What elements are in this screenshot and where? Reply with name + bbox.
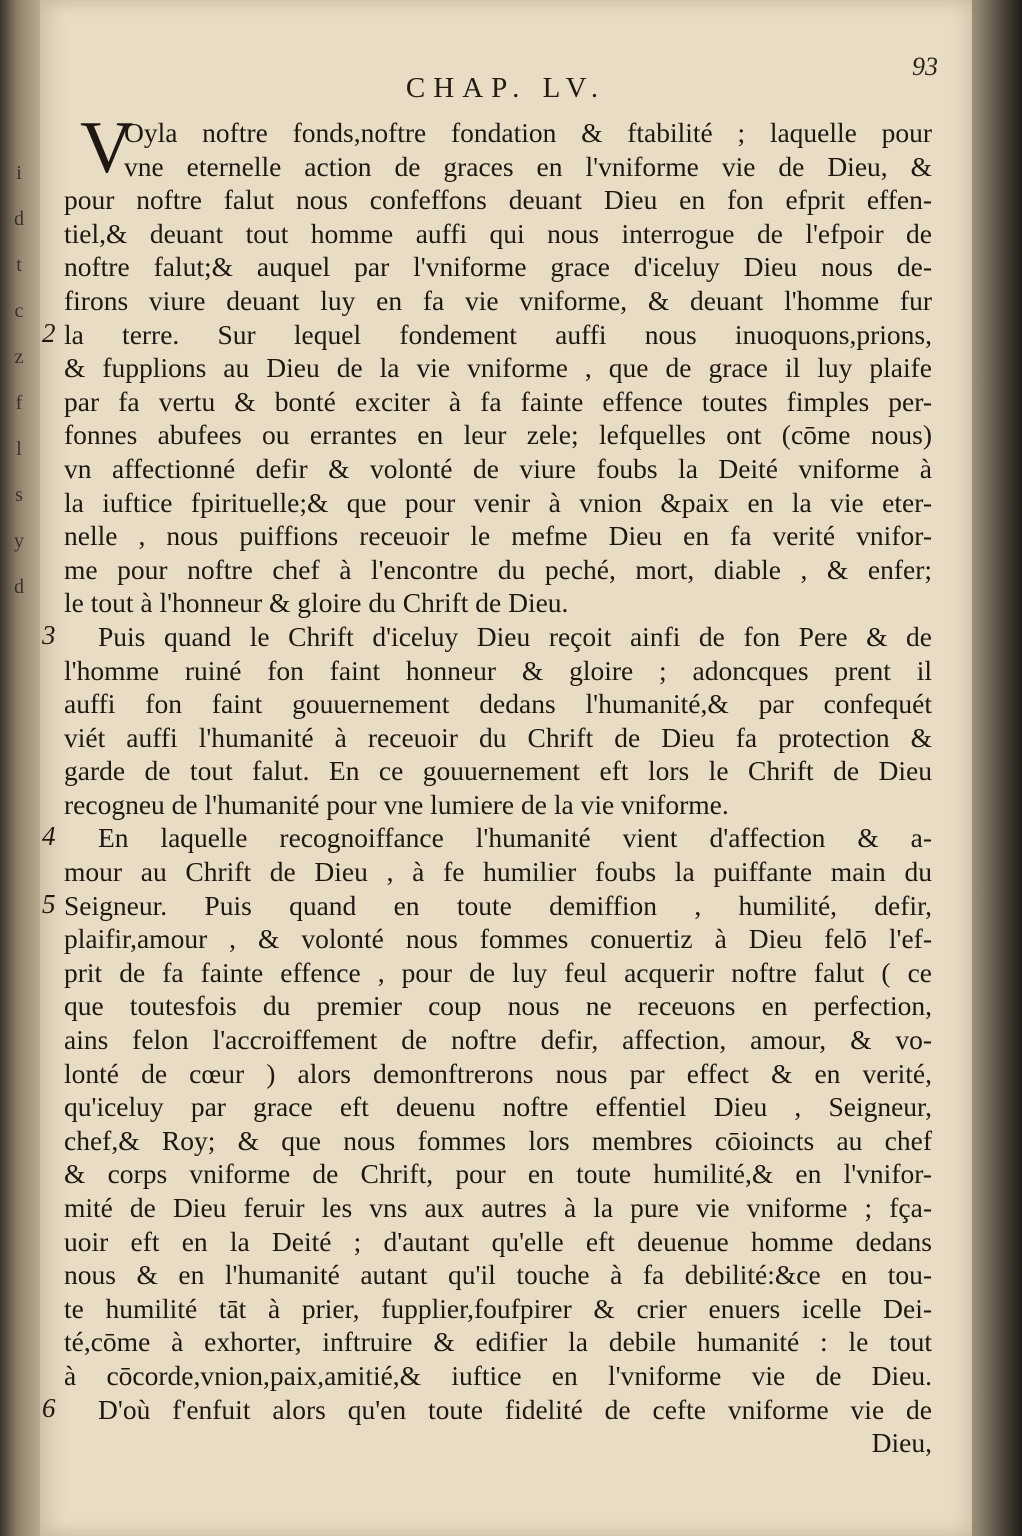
page-number: 93 xyxy=(912,52,938,81)
text-line: & corps vniforme de Chrift, pour en toute humilité,& en l'vnifor- xyxy=(64,1158,932,1190)
previous-page-edge xyxy=(0,0,41,1536)
fragment: s xyxy=(15,484,23,506)
text-line: la terre. Sur lequel fondement auffi nous inuoquons,prions, xyxy=(64,318,932,350)
text-line: vn affectionné defir & volonté de viure foubs la Deité vniforme à xyxy=(64,452,932,484)
text-line: auffi fon faint gouuernement dedans l'humanité,& par confequét xyxy=(64,688,932,720)
text-line: nous & en l'humanité autant qu'il touche à fa debilité:&ce en tou- xyxy=(64,1259,932,1291)
text-line: mour au Chrift de Dieu , à fe humilier foubs la puiffante main du xyxy=(64,856,932,888)
text-line: la iuftice fpirituelle;& que pour venir à vnion &paix en la vie eter- xyxy=(64,486,932,518)
text-line: chef,& Roy; & que nous fommes lors membres cōioincts au chef xyxy=(64,1124,932,1156)
text-line: uoir eft en la Deité ; d'autant qu'elle eft deuenue homme dedans xyxy=(64,1225,932,1257)
drop-cap: V xyxy=(80,107,134,189)
margin-number: 5 xyxy=(42,888,56,919)
text-line: mité de Dieu feruir les vns aux autres à la pure vie vniforme ; fça- xyxy=(64,1192,932,1223)
book-page xyxy=(40,0,972,1536)
text-line: plaifir,amour , & volonté nous fommes conuertiz à Dieu felō l'ef- xyxy=(64,923,932,955)
margin-number: 6 xyxy=(42,1392,56,1423)
text-line: qu'iceluy par grace eft deuenu noftre effentiel Dieu , Seigneur, xyxy=(64,1091,932,1123)
text-line: Puis quand le Chrift d'iceluy Dieu reçoit ainfi de fon Pere & de xyxy=(98,620,932,652)
text-line: me pour noftre chef à l'encontre du peché, mort, diable , & enfer; xyxy=(64,553,932,585)
text-line: & fupplions au Dieu de la vie vniforme , que de grace il luy plaife xyxy=(64,352,932,384)
fragment: d xyxy=(14,576,24,598)
text-line: nelle , nous puiffions receuoir le mefme Dieu en fa verité vnifor- xyxy=(64,520,932,552)
text-line: à cōcorde,vnion,paix,amitié,& iuftice en l'vniforme vie de Dieu. xyxy=(64,1359,932,1391)
margin-number: 4 xyxy=(42,821,56,852)
text-line: Seigneur. Puis quand en toute demiffion , humilité, defir, xyxy=(64,889,932,921)
text-line: recogneu de l'humanité pour vne lumiere de la vie vniforme. xyxy=(64,788,729,820)
page-edge-right xyxy=(972,0,1022,1536)
fragment: d xyxy=(14,208,24,230)
chapter-heading: CHAP. LV. xyxy=(405,72,607,104)
text-line: que toutesfois du premier coup nous ne receuons en perfection, xyxy=(64,990,932,1022)
text-line: te humilité tāt à prier, fupplier,foufpirer & crier enuers icelle Dei- xyxy=(64,1292,932,1324)
text-line: fonnes abufees ou errantes en leur zele; lefquelles ont (cōme nous) xyxy=(64,419,932,451)
margin-number: 2 xyxy=(42,317,56,348)
fragment: i xyxy=(16,162,22,184)
text-line: l'homme ruiné fon faint honneur & gloire ; adoncques prent il xyxy=(64,654,932,686)
text-line: prit de fa fainte effence , pour de luy feul acquerir noftre falut ( ce xyxy=(64,956,932,988)
text-line: viét auffi l'humanité à receuoir du Chrift de Dieu fa protection & xyxy=(64,721,932,753)
text-line: ains felon l'accroiffement de noftre defir, affection, amour, & vo- xyxy=(64,1024,932,1056)
fragment: y xyxy=(14,530,24,552)
catchword-line: Dieu, xyxy=(871,1427,932,1459)
text-line: garde de tout falut. En ce gouuernement eft lors le Chrift de Dieu xyxy=(64,755,932,787)
fragment: l xyxy=(16,438,22,460)
body-text xyxy=(42,107,932,1460)
text-line: noftre falut;& auquel par l'vniforme grace d'iceluy Dieu nous de- xyxy=(64,251,932,283)
margin-number: 3 xyxy=(42,619,56,650)
text-line: pour noftre falut nous confeffons deuant Dieu en fon efprit effen- xyxy=(64,184,932,216)
text-line: té,cōme à exhorter, inftruire & edifier la debile humanité : le tout xyxy=(64,1326,932,1358)
text-line: lonté de cœur ) alors demonftrerons nous par effect & en verité, xyxy=(64,1057,932,1089)
text-line: En laquelle recognoiffance l'humanité vient d'affection & a- xyxy=(98,822,932,854)
fragment: c xyxy=(14,300,24,322)
text-line: D'où f'enfuit alors qu'en toute fidelité de cefte vniforme vie de xyxy=(98,1393,932,1425)
fragment: z xyxy=(14,346,24,368)
text-line: firons viure deuant luy en fa vie vniforme, & deuant l'homme fur xyxy=(64,284,932,316)
text-line: Oyla noftre fonds,noftre fondation & ftabilité ; laquelle pour xyxy=(124,117,932,148)
text-line: tiel,& deuant tout homme auffi qui nous interrogue de l'efpoir de xyxy=(64,217,932,249)
text-line: par fa vertu & bonté exciter à fa fainte effence toutes fimples per- xyxy=(64,385,932,417)
fragment: f xyxy=(15,392,23,414)
previous-page-margin-fragments xyxy=(2,150,36,610)
fragment: t xyxy=(16,254,22,276)
text-line: vne eternelle action de graces en l'vniforme vie de Dieu, & xyxy=(124,150,932,182)
text-line: le tout à l'honneur & gloire du Chrift de Dieu. xyxy=(64,587,569,619)
